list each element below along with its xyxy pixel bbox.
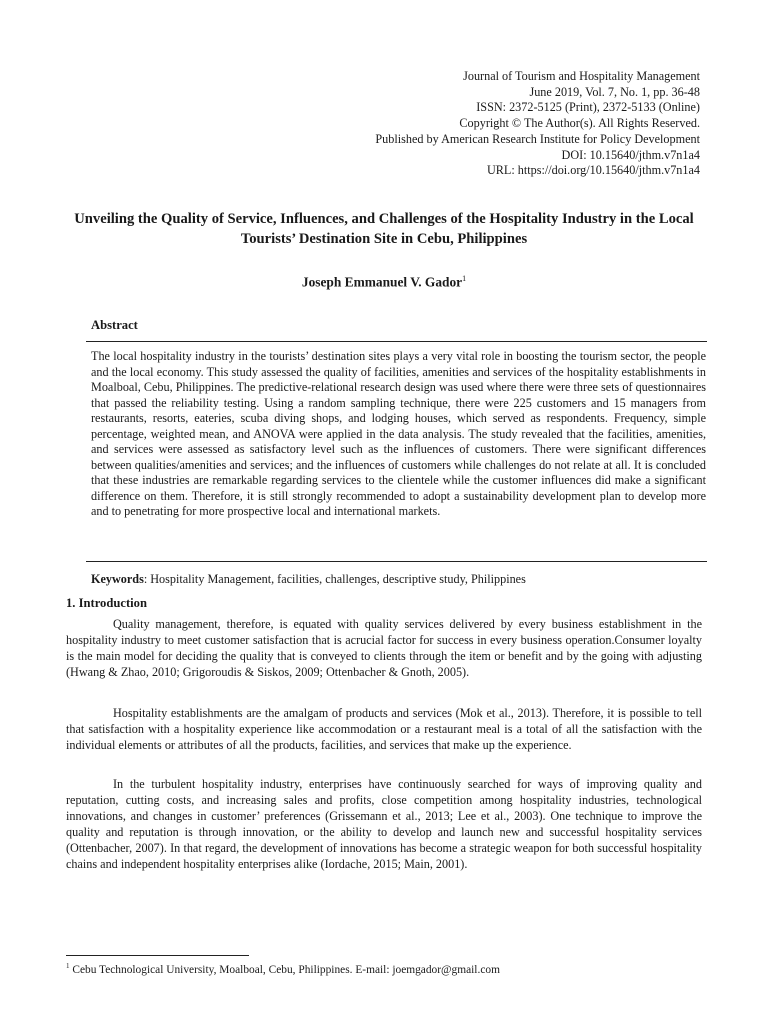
journal-doi: DOI: 10.15640/jthm.v7n1a4 (561, 147, 700, 162)
keywords-text: : Hospitality Management, facilities, challenges, descriptive study, Philippines (143, 572, 526, 586)
footnote (66, 962, 500, 976)
author-name: Joseph Emmanuel V. Gador (301, 274, 463, 290)
author-footnote-mark: 1 (462, 274, 467, 283)
author-line (66, 274, 702, 290)
abstract-top-rule (86, 341, 707, 342)
paper-title: Unveiling the Quality of Service, Influences, and Challenges of the Hospitality Industry in the Local Tourists’ Destination Site in Cebu, Philippines (74, 211, 694, 247)
journal-url[interactable]: URL: https://doi.org/10.15640/jthm.v7n1a4 (486, 163, 700, 178)
body-paragraph: In the turbulent hospitality industry, enterprises have continuously searched for ways of improving quality and reputation, cutting costs, and increasing sales and profits, close competition among hospitality industries, technological innovations, and changes in customer’ preferences (Grissemann et al., 2013; Lee et al., 2003). One technique to improve the quality and reputation is through innovation, or the ability to develop and launch new and successful hospitality services (Ottenbacher, 2007). In that regard, the development of innovations has become a strategic weapon for both successful hospitality chains and independent hospitality enterprises alike (Iordache, 2015; Main, 2001). (66, 777, 702, 871)
journal-name: Journal of Tourism and Hospitality Management (463, 69, 700, 83)
body-paragraph: Hospitality establishments are the amalgam of products and services (Mok et al., 2013). Therefore, it is possible to tell that satisfaction with a hospitality experience like accommodation or a restaurant meal is a total of all the satisfaction with the individual elements or attributes of all the products, facilities, and services that make up the experience. (66, 706, 702, 752)
journal-header (375, 69, 700, 179)
footnote-rule (66, 955, 249, 956)
keywords-line (91, 572, 526, 587)
journal-copyright: Copyright © The Author(s). All Rights Reserved. (459, 116, 700, 131)
journal-issue: June 2019, Vol. 7, No. 1, pp. 36-48 (529, 84, 700, 99)
body-paragraph: Quality management, therefore, is equated with quality services delivered by every business establishment in the hospitality industry to meet customer satisfaction that is acrucial factor for success in every business operation.Consumer loyalty is the main model for deciding the quality that is conveyed to clients through the item or benefit and by the going with adjusting (Hwang & Zhao, 2010; Grigoroudis & Siskos, 2009; Ottenbacher & Gnoth, 2005). (66, 617, 702, 679)
journal-issn: ISSN: 2372-5125 (Print), 2372-5133 (Online) (476, 100, 700, 115)
section-heading: 1. Introduction (66, 596, 147, 610)
abstract-heading: Abstract (91, 318, 138, 332)
abstract-bottom-rule (86, 561, 707, 562)
abstract-text: The local hospitality industry in the tourists’ destination sites plays a very vital role in boosting the tourism sector, the people and the local economy. This study assessed the quality of facilities, amenities and services of the hospitality establishments in Moalboal, Cebu, Philippines. The predictive-relational research design was used where there were three sets of questionnaires that passed the reliability testing. Using a random sampling technique, there were 225 customers and 15 managers from restaurants, resorts, eateries, scuba diving shops, and lodging houses, which served as respondents. Frequency, simple percentage, weighted mean, and ANOVA were applied in the data analysis. The study revealed that the facilities, amenities, and services were assessed as satisfactory level such as the influences of customers. There were significant differences between qualities/amenities and services; and the influences of customers while challenges do not relate at all. It is concluded that these industries are remarkable regarding services to the clientele while the customer influences did make a significant difference on them. Therefore, it is still strongly recommended to adopt a sustainability development plan to develop more and to penetrating for more prospective local and international markets. (91, 349, 706, 518)
keywords-label: Keywords (91, 572, 144, 586)
footnote-text: Cebu Technological University, Moalboal, Cebu, Philippines. E-mail: joemgador@gmail.com (69, 963, 500, 976)
journal-publisher: Published by American Research Institute for Policy Development (375, 131, 700, 146)
footnote-mark: 1 (66, 962, 70, 970)
